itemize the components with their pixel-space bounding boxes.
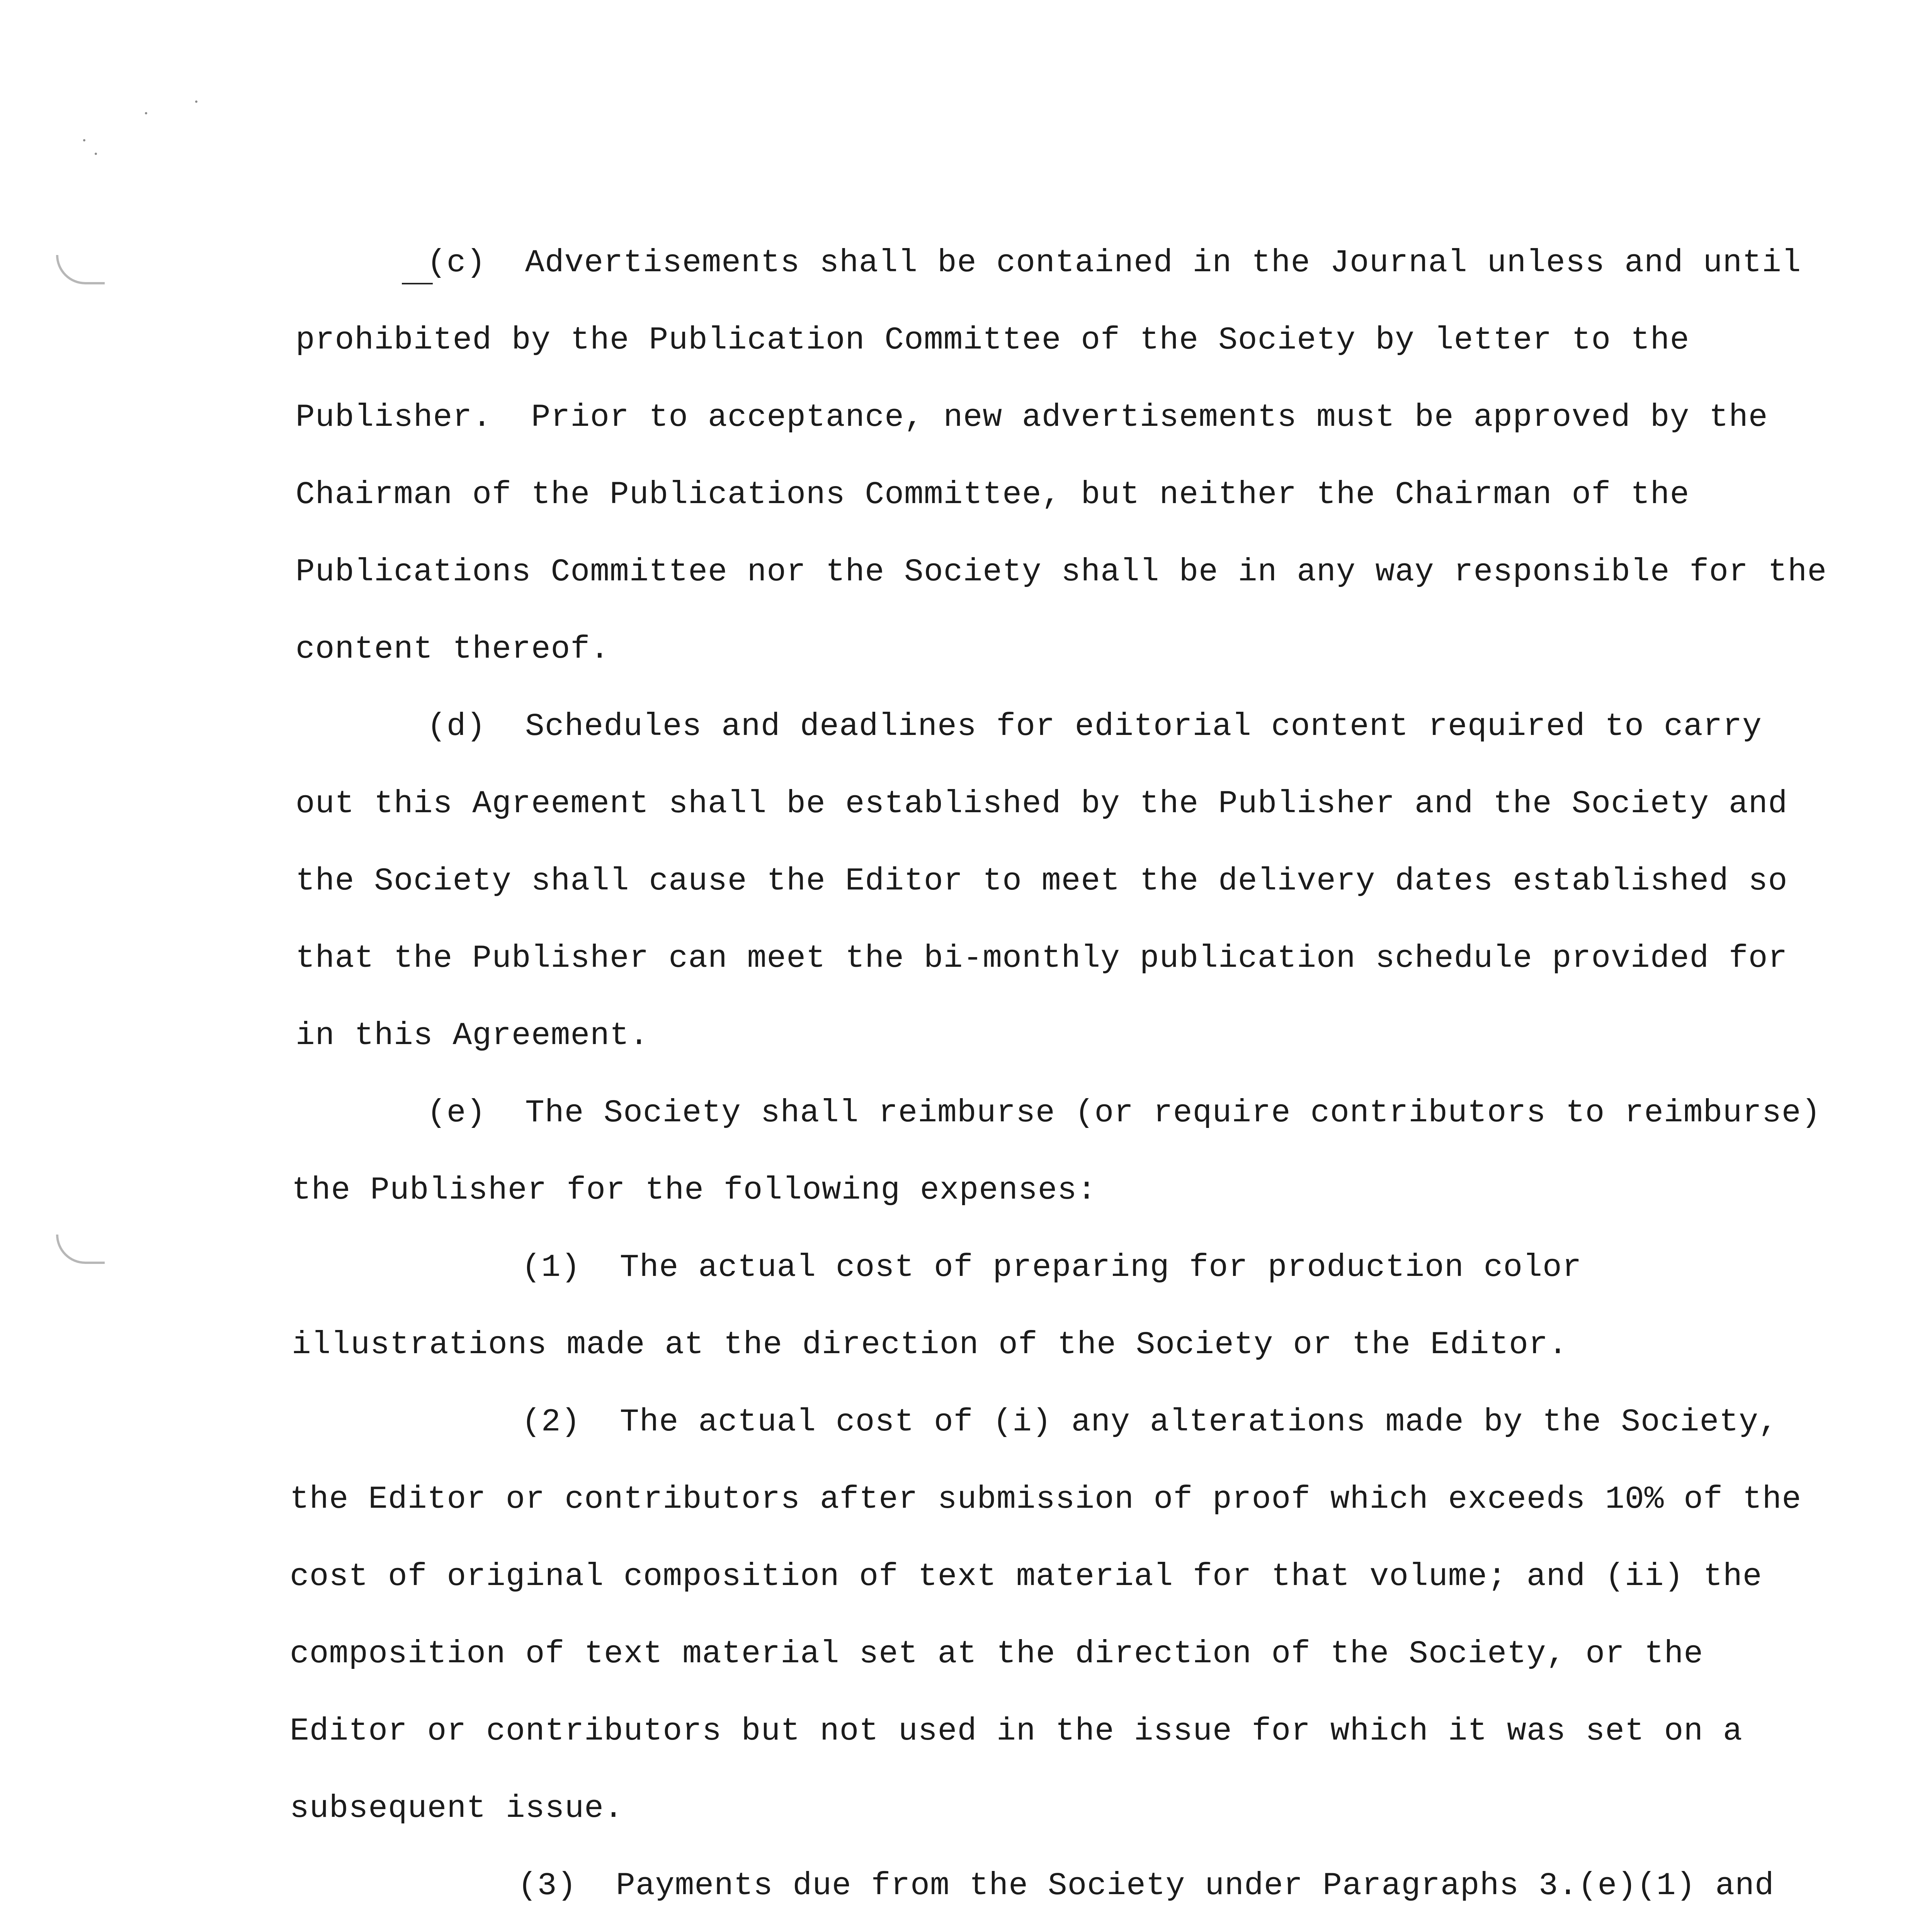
text-line: Chairman of the Publications Committee, but neither the Chairman of the bbox=[296, 476, 1690, 513]
text-line: (c) Advertisements shall be contained in the Journal unless and until bbox=[427, 245, 1801, 281]
text-line: the Editor or contributors after submission of proof which exceeds 10% of the bbox=[290, 1481, 1802, 1517]
speck bbox=[83, 139, 85, 141]
text-line: (3) Payments due from the Society under Paragraphs 3.(e)(1) and bbox=[518, 1867, 1774, 1904]
text-line: that the Publisher can meet the bi-monthly publication schedule provided for bbox=[296, 940, 1788, 976]
text-line: the Society shall cause the Editor to meet the delivery dates established so bbox=[296, 863, 1788, 899]
speck bbox=[95, 153, 97, 155]
text-line: prohibited by the Publication Committee of the Society by letter to the bbox=[296, 322, 1690, 358]
binder-hole-mark bbox=[56, 255, 105, 284]
text-line: Publications Committee nor the Society shall be in any way responsible for the bbox=[296, 554, 1827, 590]
text-line: (e) The Society shall reimburse (or require contributors to reimburse) bbox=[427, 1095, 1821, 1131]
binder-hole-mark bbox=[56, 1235, 105, 1264]
text-line: (1) The actual cost of preparing for production color bbox=[522, 1249, 1582, 1286]
text-line: subsequent issue. bbox=[290, 1790, 624, 1827]
speck bbox=[145, 112, 147, 114]
text-line: out this Agreement shall be established by the Publisher and the Society and bbox=[296, 786, 1788, 822]
text-line: (d) Schedules and deadlines for editorial content required to carry bbox=[427, 708, 1762, 745]
speck bbox=[195, 100, 197, 103]
text-line: the Publisher for the following expenses: bbox=[292, 1172, 1097, 1208]
text-line: (2) The actual cost of (i) any alterations made by the Society, bbox=[522, 1404, 1778, 1440]
text-line: cost of original composition of text material for that volume; and (ii) the bbox=[290, 1558, 1762, 1595]
text-line: Publisher. Prior to acceptance, new advertisements must be approved by the bbox=[296, 399, 1768, 435]
text-line: content thereof. bbox=[296, 631, 610, 667]
handwritten-dash bbox=[402, 283, 433, 284]
text-line: Editor or contributors but not used in the issue for which it was set on a bbox=[290, 1713, 1743, 1749]
text-line: in this Agreement. bbox=[296, 1017, 649, 1054]
text-line: illustrations made at the direction of the Society or the Editor. bbox=[292, 1327, 1568, 1363]
text-line: composition of text material set at the direction of the Society, or the bbox=[290, 1636, 1704, 1672]
